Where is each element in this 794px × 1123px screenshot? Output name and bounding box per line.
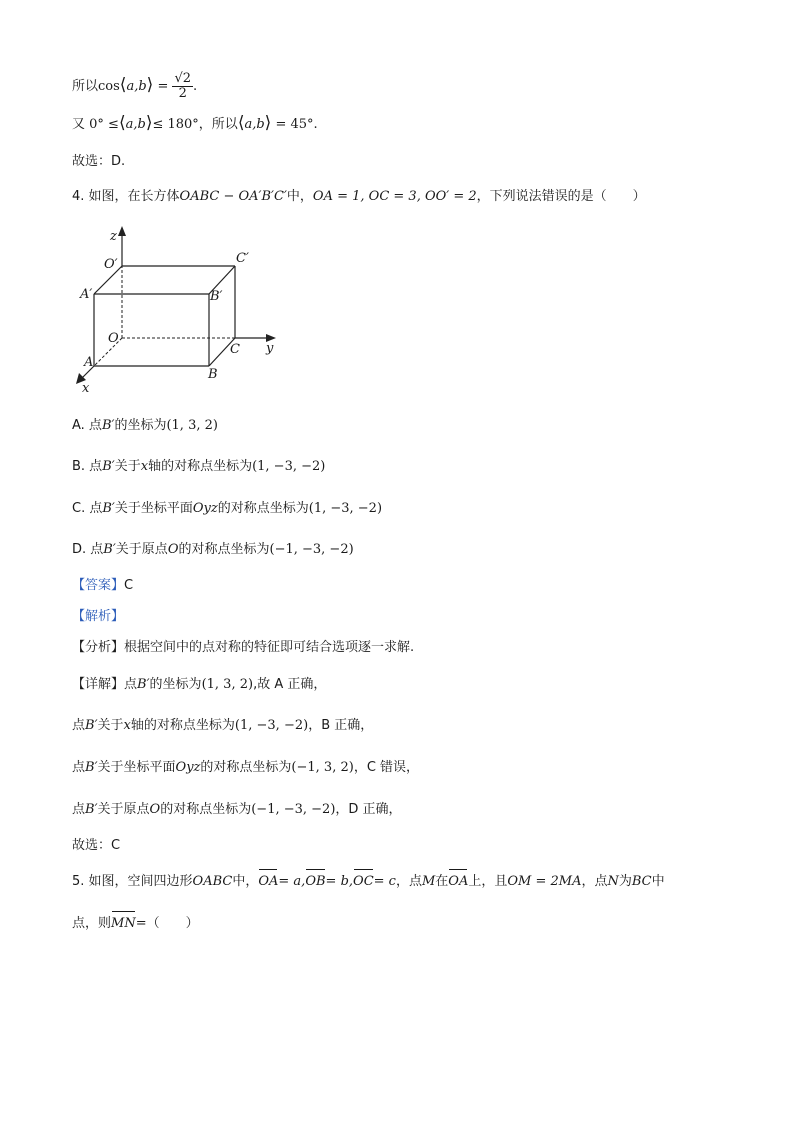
text: ，点 <box>395 874 422 889</box>
analysis-tag: 【解析】 <box>72 609 125 624</box>
text: = c <box>373 874 396 889</box>
axis: x <box>140 459 149 474</box>
text: ，点 <box>581 874 608 889</box>
text: ，所以 <box>198 117 238 132</box>
vector-ob: OB <box>305 872 325 892</box>
angle-bracket-right: ⟩ <box>146 75 154 95</box>
vector-pair: a,b <box>244 117 265 132</box>
text: = b, <box>325 874 354 889</box>
point: B′ <box>85 802 98 817</box>
axis: x <box>123 718 131 733</box>
option-b <box>72 457 325 477</box>
period: . <box>313 117 318 132</box>
text: 中， <box>286 189 313 204</box>
point: B′ <box>103 542 116 557</box>
origin: O <box>167 542 179 557</box>
text: 点，则 <box>72 916 112 931</box>
fenxi-text: 根据空间中的点对称的特征即可结合选项逐一求解. <box>124 640 415 655</box>
angle-bracket-left: ⟨ <box>118 113 126 133</box>
label-x: x <box>82 381 90 396</box>
label-o: O <box>108 331 119 346</box>
text: 为 <box>618 874 632 889</box>
text: 关于 <box>97 718 124 733</box>
text: ，B 正确， <box>308 718 374 733</box>
text: 的对称点坐标为 <box>178 542 270 557</box>
point: B′ <box>85 760 98 775</box>
coordinate: (1, −3, −2) <box>252 459 326 474</box>
coordinate: (−1, 3, 2) <box>291 760 354 775</box>
label-b1: B′ <box>210 289 223 304</box>
text: 关于坐标平面 <box>97 760 176 775</box>
condition: OM = 2MA <box>507 874 582 889</box>
text: ，C 错误， <box>353 760 420 775</box>
coordinate: (1, −3, −2) <box>308 501 383 516</box>
prev-line-2 <box>72 113 318 135</box>
fenxi-line <box>72 638 414 658</box>
angle-bracket-right: ⟩ <box>264 113 272 133</box>
text: 关于原点 <box>115 542 168 557</box>
angle-bracket-right: ⟩ <box>145 113 153 133</box>
coordinate: (1, 3, 2) <box>201 677 254 692</box>
answer-line <box>72 576 133 596</box>
point: B′ <box>137 677 150 692</box>
q5-stem-line-1 <box>72 872 665 892</box>
analysis-line <box>72 607 124 627</box>
label-b: B <box>208 367 218 382</box>
text: 的对称点坐标为 <box>200 760 292 775</box>
vector-oa: OA <box>258 872 278 892</box>
option-a <box>72 416 218 436</box>
angle-bracket-left: ⟨ <box>119 75 127 95</box>
text: 点 <box>72 760 86 775</box>
text: = a, <box>278 874 306 889</box>
answer-tag: 【答案】 <box>72 578 125 593</box>
text: 5. 如图，空间四边形 <box>72 874 193 889</box>
label-c1: C′ <box>236 251 249 266</box>
option-d <box>72 540 354 560</box>
text: 点 <box>72 718 86 733</box>
text: 的坐标为 <box>114 418 167 433</box>
detail-line-1 <box>72 675 326 695</box>
text: 轴的对称点坐标为 <box>148 459 253 474</box>
fraction <box>172 72 193 101</box>
text: A. 点 <box>72 418 102 433</box>
conditions: OA = 1, OC = 3, OO′ = 2 <box>312 189 477 204</box>
point-m: M <box>421 874 436 889</box>
result: = 45° <box>275 117 314 132</box>
coordinate: (−1, −3, −2) <box>269 542 354 557</box>
text: 中， <box>232 874 259 889</box>
text: 的对称点坐标为 <box>160 802 252 817</box>
detail-line-4 <box>72 800 402 820</box>
text: B. 点 <box>72 459 103 474</box>
detail-line-3 <box>72 758 419 778</box>
vector-mn: MN <box>111 914 136 934</box>
text: 在 <box>435 874 449 889</box>
label-o1: O′ <box>104 257 118 272</box>
text: ,故 A 正确， <box>253 677 327 692</box>
label-z: z <box>110 229 117 244</box>
text: 关于 <box>114 459 141 474</box>
text: 上，且 <box>468 874 508 889</box>
point: B′ <box>102 501 115 516</box>
text: ，下列说法错误的是（ ） <box>476 189 646 204</box>
option-c <box>72 499 382 519</box>
numerator: √2 <box>174 71 192 86</box>
plane: Oyz <box>175 760 201 775</box>
q5-stem-line-2 <box>72 914 199 934</box>
point: B′ <box>85 718 98 733</box>
vector-oc: OC <box>353 872 374 892</box>
text: 又 <box>72 117 86 132</box>
cuboid-figure <box>72 222 292 397</box>
vector-pair: a,b <box>125 117 146 132</box>
text: C. 点 <box>72 501 103 516</box>
z-arrow <box>118 226 126 236</box>
prev-choose: 故选：D. <box>72 154 126 169</box>
point: B′ <box>102 459 115 474</box>
text: 所以 <box>72 79 99 94</box>
answer-value: C <box>124 578 134 593</box>
text: =（ ） <box>135 916 199 931</box>
vector-pair: a,b <box>126 79 147 94</box>
inequality-right: ≤ 180° <box>152 117 199 132</box>
plane: Oyz <box>192 501 218 516</box>
period: . <box>193 79 198 94</box>
xiangjie-tag: 【详解】 <box>72 677 125 692</box>
text: 轴的对称点坐标为 <box>130 718 235 733</box>
text: 的对称点坐标为 <box>217 501 309 516</box>
coordinate: (1, 3, 2) <box>166 418 218 433</box>
vector-oa: OA <box>448 872 468 892</box>
text: 中 <box>651 874 665 889</box>
text: ，D 正确， <box>335 802 402 817</box>
origin: O <box>149 802 161 817</box>
q4-stem <box>72 187 646 207</box>
angle-bracket-left: ⟨ <box>237 113 245 133</box>
prev-line-1 <box>72 72 197 101</box>
cos-func: cos <box>98 79 120 94</box>
text: 关于坐标平面 <box>114 501 193 516</box>
quad-name: OABC <box>192 874 233 889</box>
text: 的坐标为 <box>149 677 202 692</box>
text: 关于原点 <box>97 802 150 817</box>
choose-line: 故选：C <box>72 838 121 853</box>
detail-line-2 <box>72 716 373 736</box>
fenxi-tag: 【分析】 <box>72 640 125 655</box>
coordinate: (−1, −3, −2) <box>251 802 336 817</box>
coordinate: (1, −3, −2) <box>234 718 309 733</box>
point: B′ <box>101 418 115 433</box>
label-a: A <box>84 355 94 370</box>
inequality-left: 0° ≤ <box>89 117 119 132</box>
text: 4. 如图，在长方体 <box>72 189 180 204</box>
text: D. 点 <box>72 542 104 557</box>
point-n: N <box>607 874 619 889</box>
text: 点 <box>72 802 86 817</box>
text: 点 <box>124 677 138 692</box>
label-c: C <box>230 342 240 357</box>
equals: = <box>157 79 169 94</box>
segment-bc: BC <box>631 874 652 889</box>
denominator: 2 <box>178 86 187 101</box>
box-name: OABC − OA′B′C′ <box>179 189 287 204</box>
label-a1: A′ <box>80 287 93 302</box>
label-y: y <box>266 341 274 356</box>
